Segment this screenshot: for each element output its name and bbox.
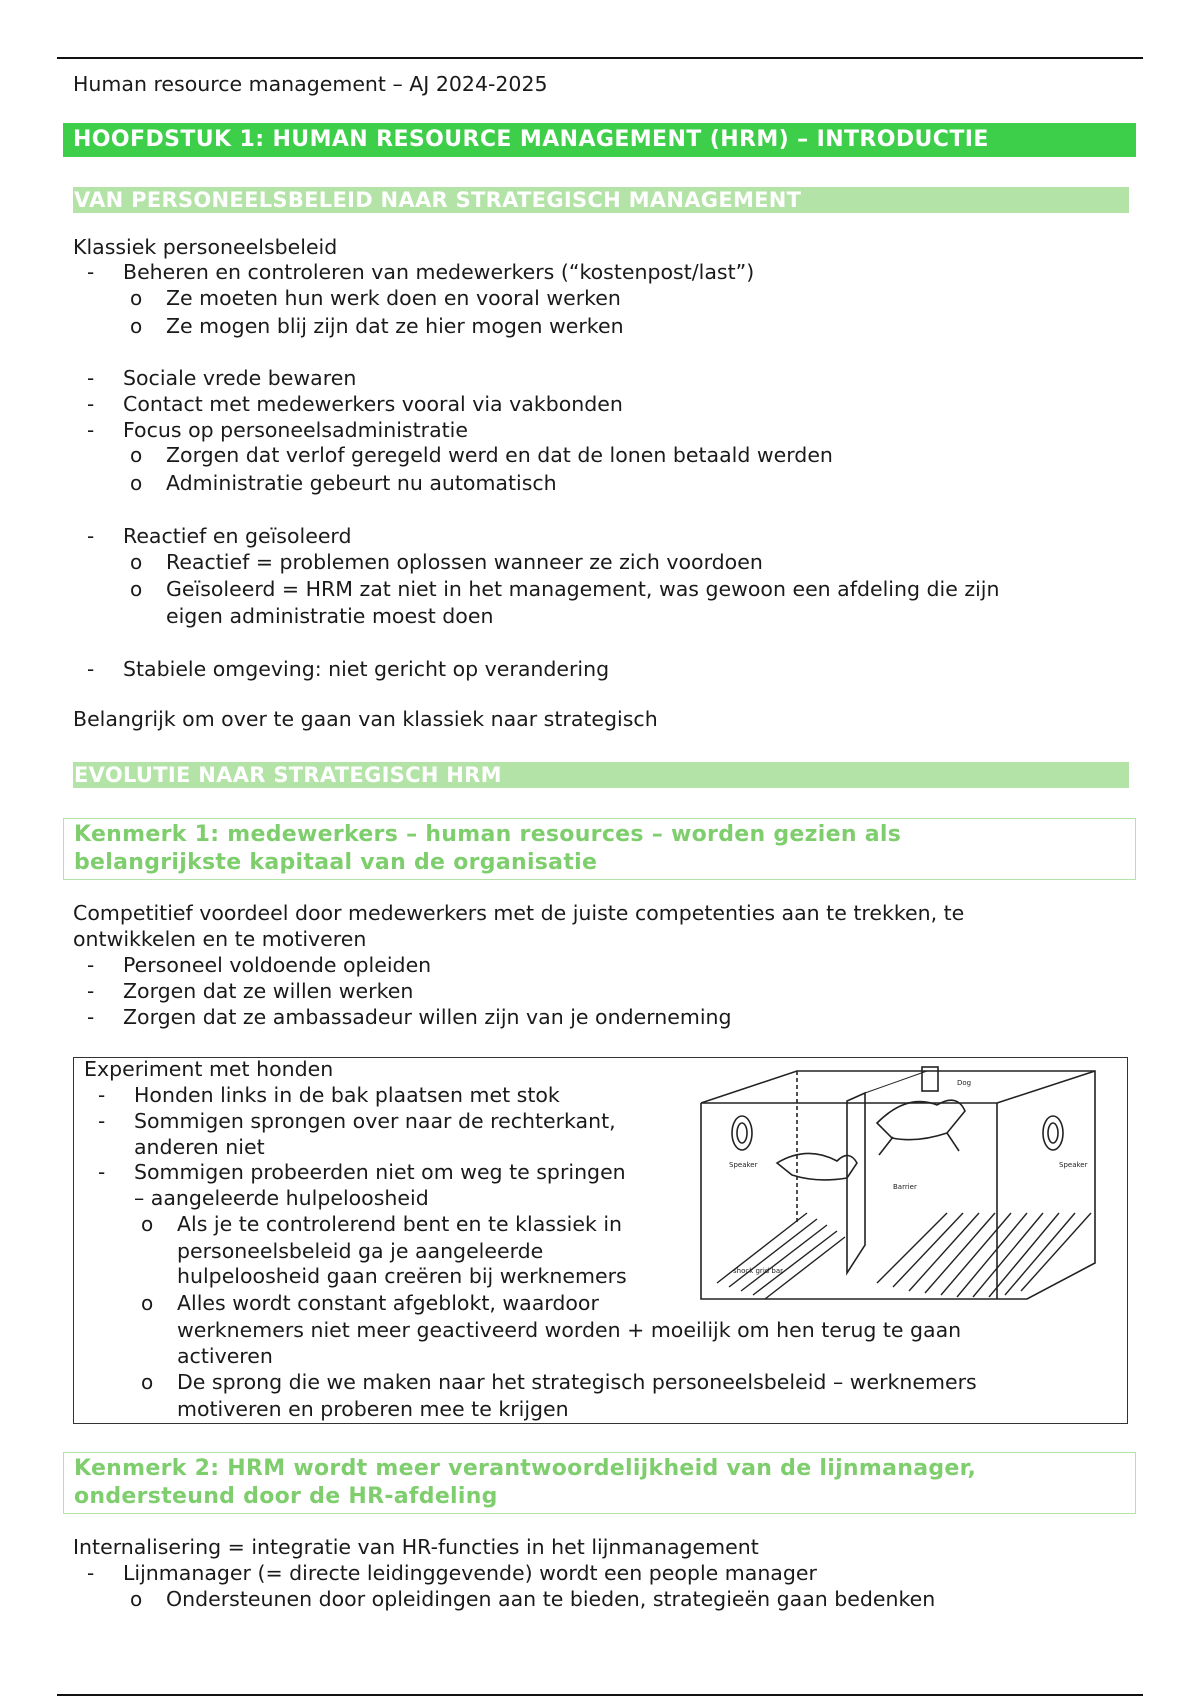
circle-bullet: o xyxy=(130,1587,143,1611)
top-rule xyxy=(57,57,1143,59)
list-item: Reactief en geïsoleerd xyxy=(123,524,352,548)
list-item: Honden links in de bak plaatsen met stok xyxy=(134,1083,560,1107)
dash-bullet: - xyxy=(87,524,95,548)
kenmerk-2-box xyxy=(63,1452,1136,1514)
box-top-right-edge xyxy=(997,1071,1095,1103)
dash-bullet: - xyxy=(98,1083,106,1107)
list-subitem-continuation: hulpeloosheid gaan creëren bij werknemers xyxy=(177,1264,627,1288)
list-item: Contact met medewerkers vooral via vakbonden xyxy=(123,392,623,416)
dash-bullet: - xyxy=(87,366,95,390)
paragraph-line: Competitief voordeel door medewerkers met de juiste competenties aan te trekken, te xyxy=(73,901,965,925)
dash-bullet: - xyxy=(87,1005,95,1029)
dash-bullet: - xyxy=(87,979,95,1003)
list-subitem: Als je te controlerend bent en te klassiek in xyxy=(177,1212,623,1236)
list-item: Sommigen sprongen over naar de rechterkant, xyxy=(134,1109,616,1133)
list-subitem: Ondersteunen door opleidingen aan te bieden, strategieën gaan bedenken xyxy=(166,1587,936,1611)
shock-grid-right xyxy=(877,1213,1091,1297)
chapter-heading: HOOFDSTUK 1: HUMAN RESOURCE MANAGEMENT (HRM) – INTRODUCTIE xyxy=(63,123,1136,157)
dash-bullet: - xyxy=(87,953,95,977)
list-subitem: Ze mogen blij zijn dat ze hier mogen werken xyxy=(166,314,624,338)
dash-bullet: - xyxy=(87,657,95,681)
figure-label-barrier: Barrier xyxy=(893,1183,917,1191)
dash-bullet: - xyxy=(98,1109,106,1133)
kenmerk-2-title-line: ondersteund door de HR-afdeling xyxy=(74,1484,498,1509)
list-item-continuation: – aangeleerde hulpeloosheid xyxy=(134,1186,429,1210)
list-subitem-continuation: activeren xyxy=(177,1344,273,1368)
circle-bullet: o xyxy=(130,286,143,310)
list-subitem: Administratie gebeurt nu automatisch xyxy=(166,471,557,495)
shuttle-box-illustration xyxy=(697,1063,1105,1306)
dash-bullet: - xyxy=(87,418,95,442)
kenmerk-2-title-line: Kenmerk 2: HRM wordt meer verantwoordelijkheid van de lijnmanager, xyxy=(74,1456,977,1481)
bottom-rule xyxy=(57,1694,1143,1696)
intro-text: Klassiek personeelsbeleid xyxy=(73,235,338,259)
dash-bullet: - xyxy=(98,1160,106,1184)
barrier-top-edge xyxy=(865,1071,927,1093)
figure-label-grid: shock grid bar xyxy=(733,1267,784,1275)
running-header: Human resource management – AJ 2024-2025 xyxy=(73,72,548,96)
circle-bullet: o xyxy=(141,1291,154,1315)
list-subitem: Zorgen dat verlof geregeld werd en dat de lonen betaald werden xyxy=(166,443,833,467)
circle-bullet: o xyxy=(141,1370,154,1394)
kenmerk-1-box xyxy=(63,818,1136,880)
circle-bullet: o xyxy=(130,443,143,467)
shock-grid-left xyxy=(717,1213,845,1299)
left-speaker-cone xyxy=(737,1123,747,1143)
list-subitem: Ze moeten hun werk doen en vooral werken xyxy=(166,286,621,310)
section-heading-evolutie: EVOLUTIE NAAR STRATEGISCH HRM xyxy=(73,762,1129,788)
closing-text: Belangrijk om over te gaan van klassiek naar strategisch xyxy=(73,707,658,731)
right-speaker-cone xyxy=(1048,1123,1058,1143)
dog-jumping-leg xyxy=(879,1137,893,1155)
section-heading-personeelsbeleid: VAN PERSONEELSBELEID NAAR STRATEGISCH MANAGEMENT xyxy=(73,187,1129,213)
dog-left xyxy=(777,1153,857,1179)
list-item: Focus op personeelsadministratie xyxy=(123,418,468,442)
kenmerk-1-title-line: Kenmerk 1: medewerkers – human resources – worden gezien als xyxy=(74,822,902,847)
list-item: Zorgen dat ze willen werken xyxy=(123,979,414,1003)
list-subitem-continuation: eigen administratie moest doen xyxy=(166,604,494,628)
list-item: Lijnmanager (= directe leidinggevende) wordt een people manager xyxy=(123,1561,817,1585)
list-item: Beheren en controleren van medewerkers (“kostenpost/last”) xyxy=(123,260,755,284)
figure-label-dog: Dog xyxy=(957,1079,972,1087)
barrier-wall xyxy=(847,1093,865,1273)
right-speaker xyxy=(1043,1116,1063,1150)
dash-bullet: - xyxy=(87,1561,95,1585)
list-item: Sommigen probeerden niet om weg te springen xyxy=(134,1160,626,1184)
dog-jumping xyxy=(877,1100,965,1139)
list-item: Personeel voldoende opleiden xyxy=(123,953,432,977)
dash-bullet: - xyxy=(87,260,95,284)
circle-bullet: o xyxy=(130,314,143,338)
circle-bullet: o xyxy=(130,471,143,495)
list-subitem-continuation: personeelsbeleid ga je aangeleerde xyxy=(177,1239,544,1263)
list-subitem: De sprong die we maken naar het strategisch personeelsbeleid – werknemers xyxy=(177,1370,977,1394)
dash-bullet: - xyxy=(87,392,95,416)
list-subitem: Reactief = problemen oplossen wanneer ze zich voordoen xyxy=(166,550,763,574)
paragraph-line: ontwikkelen en te motiveren xyxy=(73,927,367,951)
circle-bullet: o xyxy=(130,550,143,574)
paragraph-line: Internalisering = integratie van HR-functies in het lijnmanagement xyxy=(73,1535,759,1559)
list-subitem-continuation: werknemers niet meer geactiveerd worden + moeilijk om hen terug te gaan xyxy=(177,1318,962,1342)
experiment-title: Experiment met honden xyxy=(84,1057,334,1081)
circle-bullet: o xyxy=(130,577,143,601)
list-item-continuation: anderen niet xyxy=(134,1135,265,1159)
figure-label-right-speaker: Speaker xyxy=(1059,1161,1088,1169)
dog-jumping-leg xyxy=(947,1133,959,1151)
figure-label-left-speaker: Speaker xyxy=(729,1161,758,1169)
list-item: Zorgen dat ze ambassadeur willen zijn van je onderneming xyxy=(123,1005,732,1029)
list-item: Sociale vrede bewaren xyxy=(123,366,357,390)
list-subitem-continuation: motiveren en proberen mee te krijgen xyxy=(177,1397,569,1421)
list-subitem: Geïsoleerd = HRM zat niet in het management, was gewoon een afdeling die zijn xyxy=(166,577,1000,601)
kenmerk-1-title-line: belangrijkste kapitaal van de organisatie xyxy=(74,850,598,875)
list-subitem: Alles wordt constant afgeblokt, waardoor xyxy=(177,1291,599,1315)
list-item: Stabiele omgeving: niet gericht op verandering xyxy=(123,657,610,681)
left-speaker xyxy=(732,1116,752,1150)
circle-bullet: o xyxy=(141,1212,154,1236)
